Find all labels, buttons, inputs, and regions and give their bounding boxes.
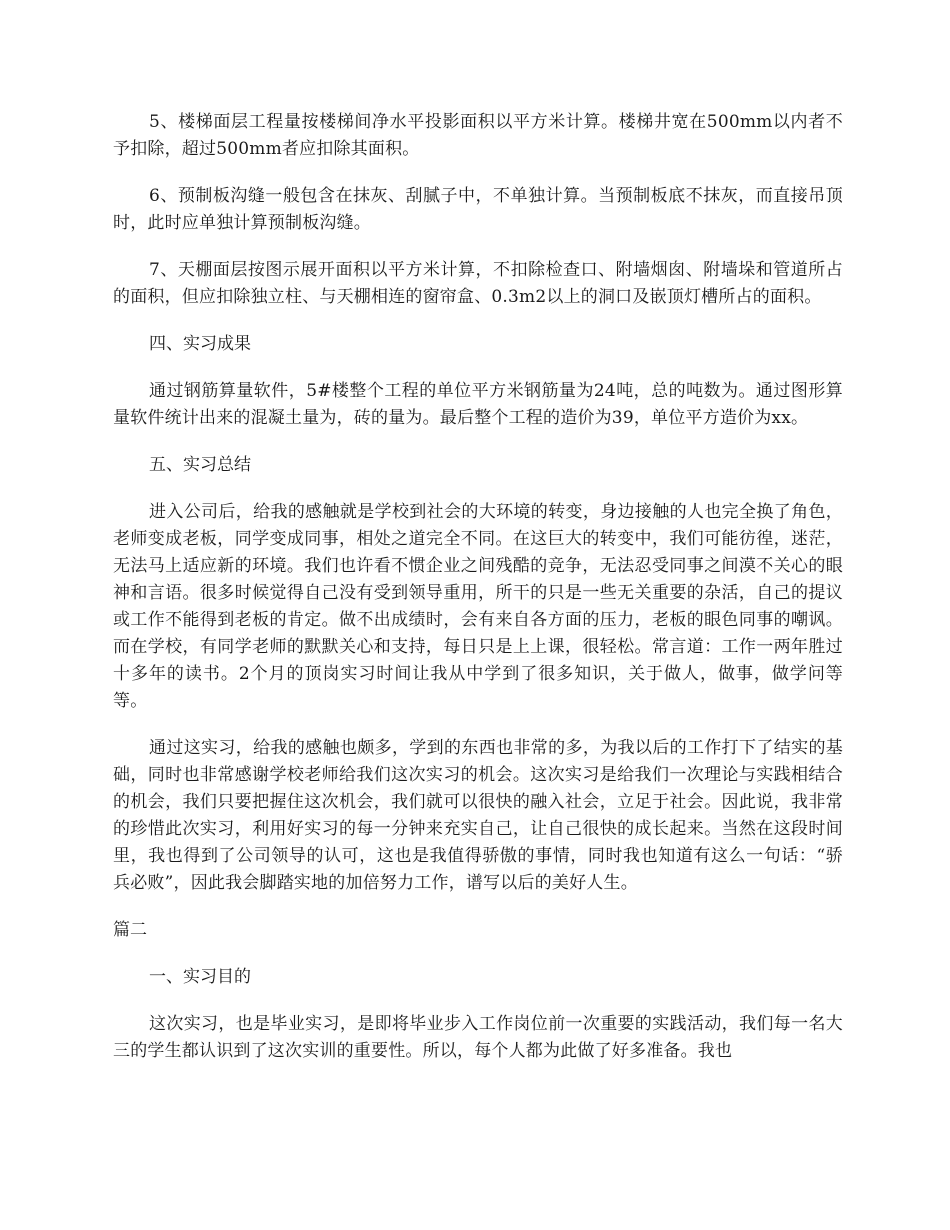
paragraph-results: 通过钢筋算量软件，5#楼整个工程的单位平方米钢筋量为24吨，总的吨数为。通过图形算量软件统计出来的混凝土量为，砖的量为。最后整个工程的造价为39，单位平方造价为xx。 xyxy=(113,381,843,428)
paragraph-stair-surface: 5、楼梯面层工程量按楼梯间净水平投影面积以平方米计算。楼梯井宽在500mm以内者不予扣除，超过500mm者应扣除其面积。 xyxy=(113,112,843,159)
paragraph-summary-1: 进入公司后，给我的感触就是学校到社会的大环境的转变，身边接触的人也完全换了角色，老师变成老板，同学变成同事，相处之道完全不同。在这巨大的转变中，我们可能彷徨，迷茫，无法马上适应新的环境。我们也许看不惯企业之间残酷的竞争，无法忍受同事之间漠不关心的眼神和言语。很多时候觉得自己没有受到领导重用，所干的只是一些无关重要的杂活，自己的提议或工作不能得到老板的肯定。做不出成绩时，会有来自各方面的压力，老板的眼色同事的嘲讽。而在学校，有同学老师的默默关心和支持，每日只是上上课，很轻松。常言道：工作一两年胜过十多年的读书。2个月的顶岗实习时间让我从中学到了很多知识，关于做人，做事，做学问等等。 xyxy=(113,502,843,711)
section-heading-purpose: 一、实习目的 xyxy=(149,967,251,987)
paragraph-summary-2: 通过这实习，给我的感触也颇多，学到的东西也非常的多，为我以后的工作打下了结实的基础，同时也非常感谢学校老师给我们这次实习的机会。这次实习是给我们一次理论与实践相结合的机会，我们只要把握住这次机会，我们就可以很快的融入社会，立足于社会。因此说，我非常的珍惜此次实习，利用好实习的每一分钟来充实自己，让自己很快的成长起来。当然在这段时间里，我也得到了公司领导的认可，这也是我值得骄傲的事情，同时我也知道有这么一句话：“骄兵必败”，因此我会脚踏实地的加倍努力工作，谱写以后的美好人生。 xyxy=(113,738,843,893)
document-body xyxy=(113,109,843,1085)
paragraph-precast-slab-joint: 6、预制板沟缝一般包含在抹灰、刮腻子中，不单独计算。当预制板底不抹灰，而直接吊顶时，此时应单独计算预制板沟缝。 xyxy=(113,186,843,233)
section-heading-summary: 五、实习总结 xyxy=(149,455,251,475)
paragraph-purpose: 这次实习，也是毕业实习，是即将毕业步入工作岗位前一次重要的实践活动，我们每一名大三的学生都认识到了这次实训的重要性。所以，每个人都为此做了好多准备。我也 xyxy=(113,1014,843,1061)
part-label: 篇二 xyxy=(113,920,147,940)
section-heading-results: 四、实习成果 xyxy=(149,334,251,354)
paragraph-ceiling-surface: 7、天棚面层按图示展开面积以平方米计算，不扣除检查口、附墙烟囱、附墙垛和管道所占的面积，但应扣除独立柱、与天棚相连的窗帘盒、0.3m2以上的洞口及嵌顶灯槽所占的面积。 xyxy=(113,260,843,307)
